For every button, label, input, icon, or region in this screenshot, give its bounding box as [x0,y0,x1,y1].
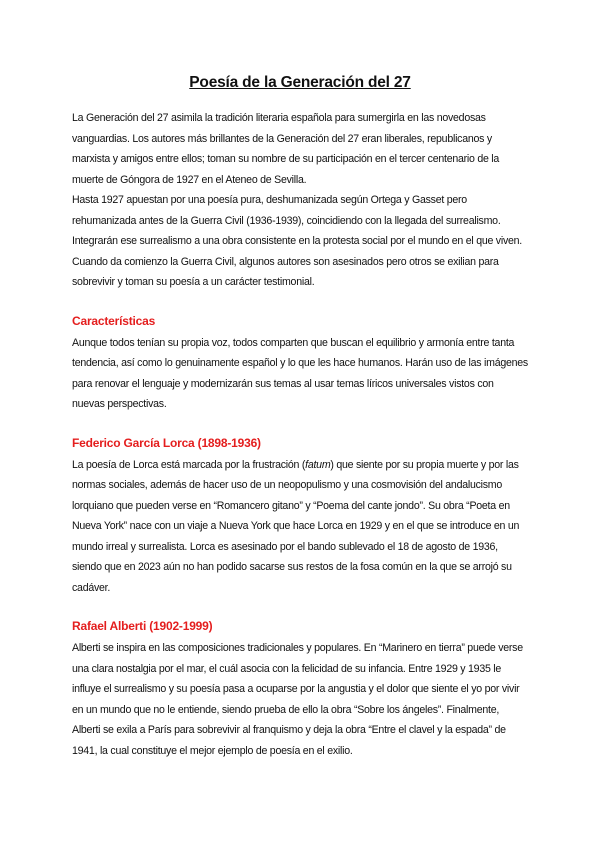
intro-paragraph-1: La Generación del 27 asimila la tradición literaria española para sumergirla en las novedosas vanguardias. Los autores más brillantes de la Generación del 27 eran liberales, republicanos y marxista y amigos entre ellos; toman su nombre de su participación en el tercer centenario de la muerte de Góngora de 1927 en el Ateneo de Sevilla. [72,112,500,186]
document-page [72,74,528,761]
page-title: Poesía de la Generación del 27 [189,74,411,91]
section-alberti [72,616,528,761]
section-caracteristicas [72,311,528,415]
intro-paragraph-2: Hasta 1927 apuestan por una poesía pura, deshumanizada según Ortega y Gasset pero rehumanizada antes de la Guerra Civil (1936-1939), coincidiendo con la llegada del surrealismo. Integrarán ese surrealismo a una obra consistente en la protesta social por el mundo en el que viven. Cuando da comienzo la Guerra Civil, algunos autores son asesinados pero otros se exilian para sobrevivir y toman su poesía a un carácter testimonial. [72,194,522,288]
section-body-lorca [72,455,528,599]
lorca-text-before: La poesía de Lorca está marcada por la frustración ( [72,458,306,471]
section-heading-caracteristicas: Características [72,313,156,328]
section-heading-alberti: Rafael Alberti (1902-1999) [72,619,213,633]
section-heading-lorca: Federico García Lorca (1898-1936) [72,435,261,450]
section-body-caracteristicas: Aunque todos tenían su propia voz, todos comparten que buscan el equilibrio y armonía entre tanta tendencia, así como lo genuinamente español y lo que les hace humanos. Harán uso de las imágenes para renovar el lenguaje y modernizarán sus temas al usar temas líricos universales vistos con nuevas perspectivas. [72,336,528,410]
lorca-text-after: ) que siente por su propia muerte y por las normas sociales, además de hacer uso de un neopopulismo y una cosmovisión del andalucismo lorquiano que pueden verse en “Romancero gitano” y “Poema del cante jondo”. Su obra “Poeta en Nueva York” nace con un viaje a Nueva York que hace Lorca en 1929 y en el que se introduce en un mundo irreal y surrealista. Lorca es asesinado por el bando sublevado el 18 de agosto de 1936, siendo que en 2023 aún no han podido sacarse sus restos de la fosa común en la que se arrojó su cadáver. [72,458,520,594]
lorca-text-italic: fatum [305,458,331,471]
section-lorca [72,433,528,599]
section-body-alberti: Alberti se inspira en las composiciones tradicionales y populares. En “Marinero en tierra” puede verse una clara nostalgia por el mar, el cuál asocia con la felicidad de su infancia. Entre 1929 y 1935 le influye el surrealismo y su poesía pasa a ocuparse por la angustia y el dolor que siente el yo por vivir en un mundo que no le entiende, siendo prueba de ello la obra “Sobre los ángeles”. Finalmente, Alberti se exila a París para sobrevivir al franquismo y deja la obra “Entre el clavel y la espada” de 1941, la cual constituye el mejor ejemplo de poesía en el exilio. [72,642,523,757]
